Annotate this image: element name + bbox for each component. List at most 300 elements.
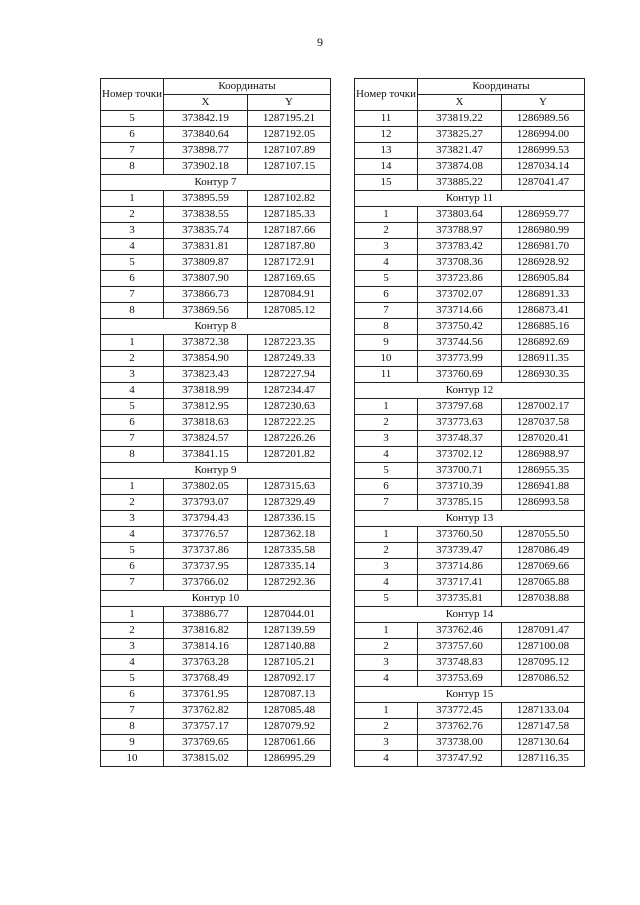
table-row xyxy=(355,303,585,319)
point-number-cell: 4 xyxy=(101,527,164,543)
point-number-cell: 5 xyxy=(101,255,164,271)
table-row xyxy=(101,703,331,719)
point-number-cell: 7 xyxy=(101,431,164,447)
table-row xyxy=(101,159,331,175)
x-coordinate-cell: 373737.86 xyxy=(164,543,248,559)
table-row xyxy=(101,655,331,671)
y-coordinate-cell: 1287335.14 xyxy=(248,559,331,575)
y-coordinate-cell: 1287061.66 xyxy=(248,735,331,751)
header-y: Y xyxy=(248,95,331,111)
point-number-cell: 5 xyxy=(355,271,418,287)
x-coordinate-cell: 373708.36 xyxy=(418,255,502,271)
point-number-cell: 15 xyxy=(355,175,418,191)
y-coordinate-cell: 1287105.21 xyxy=(248,655,331,671)
x-coordinate-cell: 373738.00 xyxy=(418,735,502,751)
table-row xyxy=(355,671,585,687)
table-row xyxy=(101,143,331,159)
x-coordinate-cell: 373874.08 xyxy=(418,159,502,175)
x-coordinate-cell: 373737.95 xyxy=(164,559,248,575)
point-number-cell: 6 xyxy=(101,127,164,143)
point-number-cell: 5 xyxy=(101,671,164,687)
y-coordinate-cell: 1286928.92 xyxy=(502,255,585,271)
y-coordinate-cell: 1287084.91 xyxy=(248,287,331,303)
x-coordinate-cell: 373816.82 xyxy=(164,623,248,639)
point-number-cell: 1 xyxy=(101,191,164,207)
y-coordinate-cell: 1287002.17 xyxy=(502,399,585,415)
table-row xyxy=(101,287,331,303)
x-coordinate-cell: 373854.90 xyxy=(164,351,248,367)
table-row xyxy=(101,543,331,559)
table-row xyxy=(355,527,585,543)
point-number-cell: 4 xyxy=(355,671,418,687)
x-coordinate-cell: 373760.69 xyxy=(418,367,502,383)
point-number-cell: 14 xyxy=(355,159,418,175)
point-number-cell: 3 xyxy=(355,559,418,575)
point-number-cell: 3 xyxy=(355,655,418,671)
table-row xyxy=(355,175,585,191)
y-coordinate-cell: 1287335.58 xyxy=(248,543,331,559)
x-coordinate-cell: 373748.83 xyxy=(418,655,502,671)
y-coordinate-cell: 1287065.88 xyxy=(502,575,585,591)
contour-label: Контур 9 xyxy=(101,463,331,479)
x-coordinate-cell: 373814.16 xyxy=(164,639,248,655)
point-number-cell: 3 xyxy=(355,239,418,255)
y-coordinate-cell: 1286891.33 xyxy=(502,287,585,303)
x-coordinate-cell: 373838.55 xyxy=(164,207,248,223)
x-coordinate-cell: 373768.49 xyxy=(164,671,248,687)
table-row xyxy=(355,639,585,655)
x-coordinate-cell: 373815.02 xyxy=(164,751,248,767)
point-number-cell: 5 xyxy=(101,111,164,127)
y-coordinate-cell: 1287130.64 xyxy=(502,735,585,751)
point-number-cell: 4 xyxy=(101,655,164,671)
x-coordinate-cell: 373723.86 xyxy=(418,271,502,287)
point-number-cell: 2 xyxy=(101,351,164,367)
right-table-body xyxy=(355,111,585,767)
contour-header-row xyxy=(101,463,331,479)
point-number-cell: 7 xyxy=(355,303,418,319)
y-coordinate-cell: 1287085.48 xyxy=(248,703,331,719)
y-coordinate-cell: 1286994.00 xyxy=(502,127,585,143)
table-row xyxy=(101,367,331,383)
x-coordinate-cell: 373761.95 xyxy=(164,687,248,703)
x-coordinate-cell: 373842.19 xyxy=(164,111,248,127)
y-coordinate-cell: 1287172.91 xyxy=(248,255,331,271)
y-coordinate-cell: 1286989.56 xyxy=(502,111,585,127)
table-row xyxy=(101,415,331,431)
table-row xyxy=(101,383,331,399)
y-coordinate-cell: 1287226.26 xyxy=(248,431,331,447)
header-y: Y xyxy=(502,95,585,111)
point-number-cell: 4 xyxy=(101,239,164,255)
x-coordinate-cell: 373766.02 xyxy=(164,575,248,591)
y-coordinate-cell: 1287107.15 xyxy=(248,159,331,175)
x-coordinate-cell: 373772.45 xyxy=(418,703,502,719)
point-number-cell: 3 xyxy=(355,735,418,751)
x-coordinate-cell: 373753.69 xyxy=(418,671,502,687)
point-number-cell: 4 xyxy=(101,383,164,399)
table-row xyxy=(355,111,585,127)
y-coordinate-cell: 1287222.25 xyxy=(248,415,331,431)
x-coordinate-cell: 373823.43 xyxy=(164,367,248,383)
header-x: X xyxy=(164,95,248,111)
x-coordinate-cell: 373702.07 xyxy=(418,287,502,303)
header-x: X xyxy=(418,95,502,111)
table-row xyxy=(101,127,331,143)
y-coordinate-cell: 1287195.21 xyxy=(248,111,331,127)
y-coordinate-cell: 1287102.82 xyxy=(248,191,331,207)
point-number-cell: 1 xyxy=(101,607,164,623)
header-point-number: Номер точки xyxy=(101,79,164,111)
coordinates-table-left xyxy=(100,78,331,767)
table-row xyxy=(101,575,331,591)
table-row xyxy=(101,255,331,271)
y-coordinate-cell: 1287086.52 xyxy=(502,671,585,687)
y-coordinate-cell: 1287362.18 xyxy=(248,527,331,543)
x-coordinate-cell: 373809.87 xyxy=(164,255,248,271)
x-coordinate-cell: 373866.73 xyxy=(164,287,248,303)
table-row xyxy=(101,239,331,255)
y-coordinate-cell: 1287020.41 xyxy=(502,431,585,447)
x-coordinate-cell: 373714.66 xyxy=(418,303,502,319)
table-row xyxy=(101,495,331,511)
y-coordinate-cell: 1286892.69 xyxy=(502,335,585,351)
x-coordinate-cell: 373763.28 xyxy=(164,655,248,671)
table-row xyxy=(101,623,331,639)
table-row xyxy=(101,607,331,623)
y-coordinate-cell: 1287034.14 xyxy=(502,159,585,175)
y-coordinate-cell: 1286981.70 xyxy=(502,239,585,255)
x-coordinate-cell: 373872.38 xyxy=(164,335,248,351)
y-coordinate-cell: 1287249.33 xyxy=(248,351,331,367)
x-coordinate-cell: 373895.59 xyxy=(164,191,248,207)
point-number-cell: 4 xyxy=(355,751,418,767)
point-number-cell: 10 xyxy=(355,351,418,367)
point-number-cell: 7 xyxy=(355,495,418,511)
x-coordinate-cell: 373769.65 xyxy=(164,735,248,751)
point-number-cell: 3 xyxy=(101,367,164,383)
coordinates-table-right xyxy=(354,78,585,767)
y-coordinate-cell: 1287133.04 xyxy=(502,703,585,719)
table-row xyxy=(101,447,331,463)
y-coordinate-cell: 1287037.58 xyxy=(502,415,585,431)
point-number-cell: 6 xyxy=(355,287,418,303)
point-number-cell: 1 xyxy=(355,703,418,719)
y-coordinate-cell: 1287055.50 xyxy=(502,527,585,543)
x-coordinate-cell: 373841.15 xyxy=(164,447,248,463)
y-coordinate-cell: 1287044.01 xyxy=(248,607,331,623)
x-coordinate-cell: 373831.81 xyxy=(164,239,248,255)
point-number-cell: 2 xyxy=(355,719,418,735)
header-point-number: Номер точки xyxy=(355,79,418,111)
point-number-cell: 5 xyxy=(101,543,164,559)
point-number-cell: 1 xyxy=(355,527,418,543)
x-coordinate-cell: 373702.12 xyxy=(418,447,502,463)
y-coordinate-cell: 1287185.33 xyxy=(248,207,331,223)
table-row xyxy=(101,271,331,287)
y-coordinate-cell: 1287192.05 xyxy=(248,127,331,143)
point-number-cell: 3 xyxy=(101,223,164,239)
x-coordinate-cell: 373744.56 xyxy=(418,335,502,351)
y-coordinate-cell: 1287095.12 xyxy=(502,655,585,671)
contour-label: Контур 15 xyxy=(355,687,585,703)
point-number-cell: 1 xyxy=(101,335,164,351)
table-row xyxy=(355,415,585,431)
x-coordinate-cell: 373788.97 xyxy=(418,223,502,239)
x-coordinate-cell: 373783.42 xyxy=(418,239,502,255)
table-row xyxy=(355,735,585,751)
x-coordinate-cell: 373700.71 xyxy=(418,463,502,479)
x-coordinate-cell: 373794.43 xyxy=(164,511,248,527)
y-coordinate-cell: 1286941.88 xyxy=(502,479,585,495)
point-number-cell: 5 xyxy=(355,463,418,479)
x-coordinate-cell: 373869.56 xyxy=(164,303,248,319)
point-number-cell: 1 xyxy=(355,623,418,639)
y-coordinate-cell: 1287041.47 xyxy=(502,175,585,191)
table-row xyxy=(355,207,585,223)
point-number-cell: 8 xyxy=(101,447,164,463)
x-coordinate-cell: 373714.86 xyxy=(418,559,502,575)
table-row xyxy=(101,335,331,351)
table-row xyxy=(101,687,331,703)
contour-header-row xyxy=(355,511,585,527)
table-row xyxy=(355,751,585,767)
point-number-cell: 5 xyxy=(101,399,164,415)
table-row xyxy=(355,703,585,719)
y-coordinate-cell: 1287092.17 xyxy=(248,671,331,687)
table-row xyxy=(355,255,585,271)
y-coordinate-cell: 1287234.47 xyxy=(248,383,331,399)
point-number-cell: 9 xyxy=(101,735,164,751)
y-coordinate-cell: 1287085.12 xyxy=(248,303,331,319)
point-number-cell: 3 xyxy=(355,431,418,447)
point-number-cell: 7 xyxy=(101,575,164,591)
contour-label: Контур 12 xyxy=(355,383,585,399)
point-number-cell: 3 xyxy=(101,511,164,527)
table-row xyxy=(355,399,585,415)
table-row xyxy=(355,447,585,463)
contour-label: Контур 10 xyxy=(101,591,331,607)
header-coordinates: Координаты xyxy=(418,79,585,95)
y-coordinate-cell: 1287187.80 xyxy=(248,239,331,255)
table-row xyxy=(101,303,331,319)
x-coordinate-cell: 373739.47 xyxy=(418,543,502,559)
point-number-cell: 8 xyxy=(355,319,418,335)
y-coordinate-cell: 1287079.92 xyxy=(248,719,331,735)
point-number-cell: 6 xyxy=(101,559,164,575)
point-number-cell: 4 xyxy=(355,447,418,463)
table-row xyxy=(355,271,585,287)
x-coordinate-cell: 373717.41 xyxy=(418,575,502,591)
x-coordinate-cell: 373818.63 xyxy=(164,415,248,431)
table-row xyxy=(101,207,331,223)
point-number-cell: 6 xyxy=(101,687,164,703)
left-table-body xyxy=(101,111,331,767)
table-row xyxy=(101,223,331,239)
point-number-cell: 13 xyxy=(355,143,418,159)
x-coordinate-cell: 373819.22 xyxy=(418,111,502,127)
point-number-cell: 7 xyxy=(101,703,164,719)
y-coordinate-cell: 1287147.58 xyxy=(502,719,585,735)
table-row xyxy=(355,623,585,639)
x-coordinate-cell: 373803.64 xyxy=(418,207,502,223)
y-coordinate-cell: 1286873.41 xyxy=(502,303,585,319)
point-number-cell: 12 xyxy=(355,127,418,143)
x-coordinate-cell: 373902.18 xyxy=(164,159,248,175)
y-coordinate-cell: 1287140.88 xyxy=(248,639,331,655)
y-coordinate-cell: 1287139.59 xyxy=(248,623,331,639)
table-row xyxy=(355,143,585,159)
table-row xyxy=(101,671,331,687)
contour-header-row xyxy=(355,191,585,207)
point-number-cell: 1 xyxy=(355,399,418,415)
x-coordinate-cell: 373757.60 xyxy=(418,639,502,655)
table-row xyxy=(101,111,331,127)
y-coordinate-cell: 1287091.47 xyxy=(502,623,585,639)
point-number-cell: 8 xyxy=(101,719,164,735)
table-row xyxy=(355,543,585,559)
point-number-cell: 4 xyxy=(355,255,418,271)
x-coordinate-cell: 373785.15 xyxy=(418,495,502,511)
point-number-cell: 7 xyxy=(101,287,164,303)
y-coordinate-cell: 1287329.49 xyxy=(248,495,331,511)
y-coordinate-cell: 1287223.35 xyxy=(248,335,331,351)
table-row xyxy=(355,367,585,383)
table-row xyxy=(355,559,585,575)
x-coordinate-cell: 373747.92 xyxy=(418,751,502,767)
contour-label: Контур 7 xyxy=(101,175,331,191)
point-number-cell: 2 xyxy=(355,415,418,431)
x-coordinate-cell: 373773.99 xyxy=(418,351,502,367)
x-coordinate-cell: 373807.90 xyxy=(164,271,248,287)
y-coordinate-cell: 1287038.88 xyxy=(502,591,585,607)
contour-label: Контур 8 xyxy=(101,319,331,335)
contour-label: Контур 13 xyxy=(355,511,585,527)
x-coordinate-cell: 373835.74 xyxy=(164,223,248,239)
table-row xyxy=(101,719,331,735)
x-coordinate-cell: 373710.39 xyxy=(418,479,502,495)
table-row xyxy=(355,655,585,671)
point-number-cell: 10 xyxy=(101,751,164,767)
table-row xyxy=(355,591,585,607)
x-coordinate-cell: 373812.95 xyxy=(164,399,248,415)
point-number-cell: 2 xyxy=(101,623,164,639)
x-coordinate-cell: 373762.82 xyxy=(164,703,248,719)
y-coordinate-cell: 1287169.65 xyxy=(248,271,331,287)
x-coordinate-cell: 373802.05 xyxy=(164,479,248,495)
y-coordinate-cell: 1286930.35 xyxy=(502,367,585,383)
y-coordinate-cell: 1287227.94 xyxy=(248,367,331,383)
table-row xyxy=(101,559,331,575)
header-coordinates: Координаты xyxy=(164,79,331,95)
table-row xyxy=(101,735,331,751)
x-coordinate-cell: 373748.37 xyxy=(418,431,502,447)
contour-label: Контур 11 xyxy=(355,191,585,207)
table-row xyxy=(355,287,585,303)
x-coordinate-cell: 373825.27 xyxy=(418,127,502,143)
table-row xyxy=(101,431,331,447)
y-coordinate-cell: 1287315.63 xyxy=(248,479,331,495)
x-coordinate-cell: 373885.22 xyxy=(418,175,502,191)
x-coordinate-cell: 373735.81 xyxy=(418,591,502,607)
table-row xyxy=(355,127,585,143)
y-coordinate-cell: 1287100.08 xyxy=(502,639,585,655)
y-coordinate-cell: 1287087.13 xyxy=(248,687,331,703)
y-coordinate-cell: 1287292.36 xyxy=(248,575,331,591)
x-coordinate-cell: 373760.50 xyxy=(418,527,502,543)
point-number-cell: 7 xyxy=(101,143,164,159)
table-row xyxy=(355,575,585,591)
table-row xyxy=(355,319,585,335)
page-number: 9 xyxy=(317,35,323,49)
x-coordinate-cell: 373840.64 xyxy=(164,127,248,143)
y-coordinate-cell: 1287116.35 xyxy=(502,751,585,767)
y-coordinate-cell: 1287230.63 xyxy=(248,399,331,415)
y-coordinate-cell: 1286959.77 xyxy=(502,207,585,223)
y-coordinate-cell: 1287107.89 xyxy=(248,143,331,159)
table-row xyxy=(355,479,585,495)
point-number-cell: 3 xyxy=(101,639,164,655)
contour-header-row xyxy=(101,591,331,607)
table-row xyxy=(355,495,585,511)
table-row xyxy=(101,511,331,527)
point-number-cell: 2 xyxy=(101,495,164,511)
contour-label: Контур 14 xyxy=(355,607,585,623)
contour-header-row xyxy=(101,175,331,191)
point-number-cell: 11 xyxy=(355,111,418,127)
x-coordinate-cell: 373776.57 xyxy=(164,527,248,543)
contour-header-row xyxy=(355,607,585,623)
point-number-cell: 2 xyxy=(355,639,418,655)
x-coordinate-cell: 373898.77 xyxy=(164,143,248,159)
table-row xyxy=(355,719,585,735)
table-row xyxy=(355,335,585,351)
x-coordinate-cell: 373821.47 xyxy=(418,143,502,159)
point-number-cell: 4 xyxy=(355,575,418,591)
x-coordinate-cell: 373818.99 xyxy=(164,383,248,399)
x-coordinate-cell: 373757.17 xyxy=(164,719,248,735)
table-row xyxy=(101,527,331,543)
y-coordinate-cell: 1287069.66 xyxy=(502,559,585,575)
point-number-cell: 6 xyxy=(355,479,418,495)
table-row xyxy=(355,351,585,367)
point-number-cell: 11 xyxy=(355,367,418,383)
point-number-cell: 6 xyxy=(101,415,164,431)
point-number-cell: 6 xyxy=(101,271,164,287)
point-number-cell: 5 xyxy=(355,591,418,607)
x-coordinate-cell: 373762.46 xyxy=(418,623,502,639)
y-coordinate-cell: 1286999.53 xyxy=(502,143,585,159)
contour-header-row xyxy=(355,383,585,399)
point-number-cell: 1 xyxy=(101,479,164,495)
point-number-cell: 1 xyxy=(355,207,418,223)
x-coordinate-cell: 373762.76 xyxy=(418,719,502,735)
point-number-cell: 8 xyxy=(101,159,164,175)
x-coordinate-cell: 373824.57 xyxy=(164,431,248,447)
point-number-cell: 2 xyxy=(355,223,418,239)
x-coordinate-cell: 373750.42 xyxy=(418,319,502,335)
point-number-cell: 8 xyxy=(101,303,164,319)
x-coordinate-cell: 373797.68 xyxy=(418,399,502,415)
y-coordinate-cell: 1287336.15 xyxy=(248,511,331,527)
contour-header-row xyxy=(101,319,331,335)
contour-header-row xyxy=(355,687,585,703)
point-number-cell: 2 xyxy=(101,207,164,223)
table-row xyxy=(355,463,585,479)
table-row xyxy=(355,159,585,175)
y-coordinate-cell: 1286988.97 xyxy=(502,447,585,463)
y-coordinate-cell: 1286980.99 xyxy=(502,223,585,239)
